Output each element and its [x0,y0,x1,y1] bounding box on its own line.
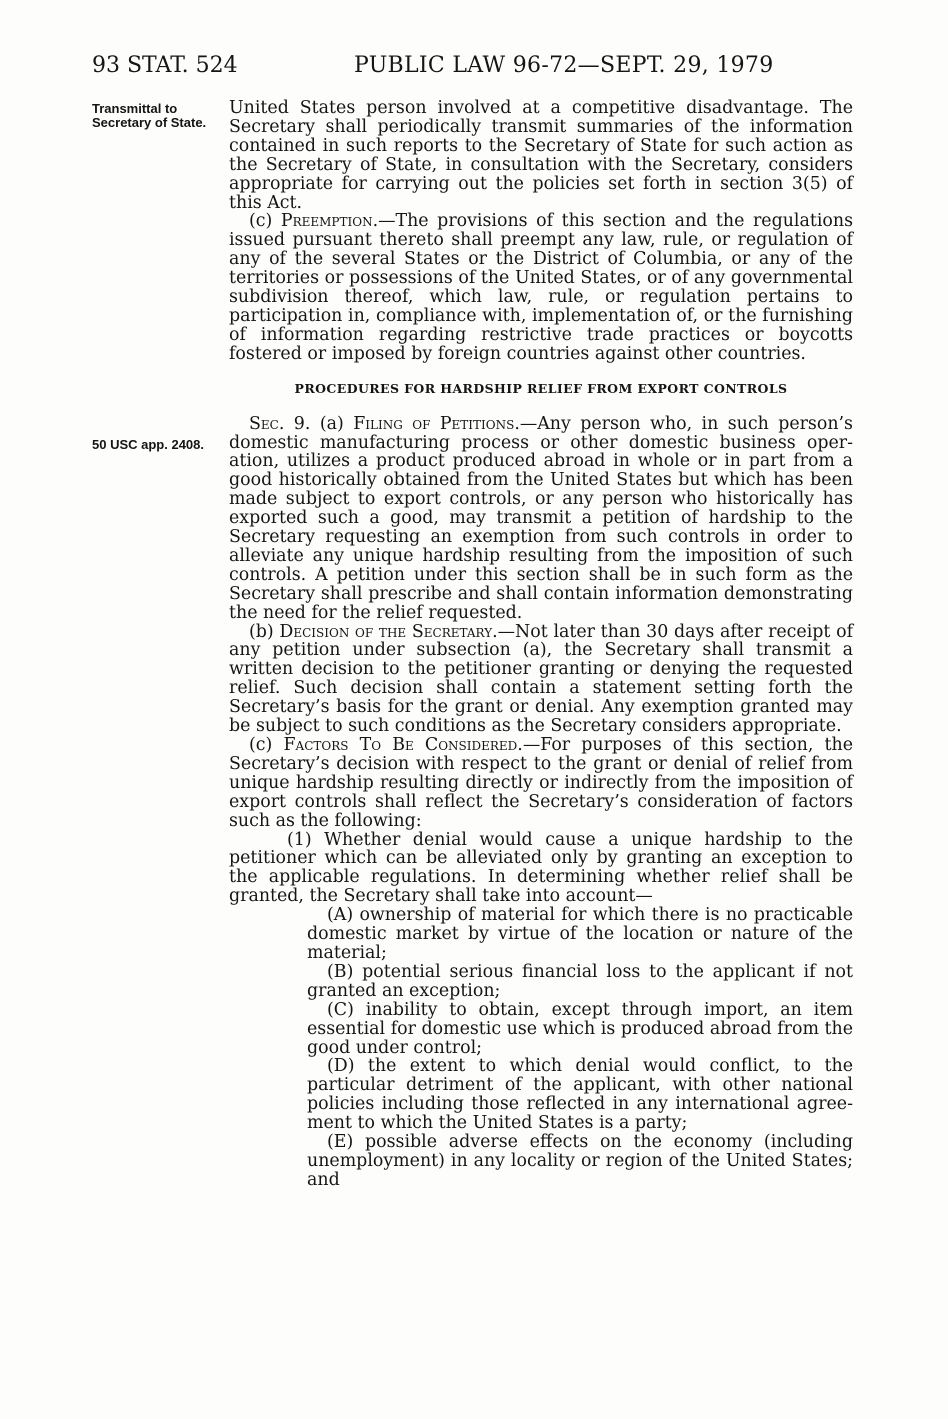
subsection-text: .—The provisions of this section and the regulations issued pursuant thereto shall preempt any law, rule, or regulation of any of the several States or the District of Columbia, or any of the territories or possessions of the United States, or of any governmental subdivision thereof, which law, rule, or regulation pertains to participation in, compliance with, implementation of, or the furnishing of information regarding restrictive trade practices or boycotts fostered or imposed by foreign countries against other countries. [229,211,853,364]
section-label: Sec [249,413,279,434]
subparagraph-a: (A) ownership of material for which there is no practicable domestic market by virtue of the location or nature of the material; [307,905,853,963]
subsection-heading: Decision of the Secretary [279,621,493,642]
subsection-factors [229,736,853,831]
subparagraph-c: (C) inability to obtain, except through import, an item essential for domestic use which is produced abroad from the good under control; [307,999,853,1058]
subsection-heading: Filing of Petitions [353,413,515,434]
subsection-text: .—For purposes of this section, the Secretary’s decision with respect to the grant or denial of relief from unique hardship resulting directly or indirectly from the imposition of export controls shall reflect the Secretary’s consideration of factors such as the following: [229,735,853,831]
section-9-filing-of-petitions [229,415,853,623]
subsection-decision [229,623,853,736]
subsection-text: .—Any person who, in such person’s domestic manufacturing process or other domestic business operation, utilizes a product produced abroad in whole or in part from a good historically obtained from the United States but which has been made subject to export controls, or any person who historically has exported such a good, may transmit a petition of hardship to the Secretary requesting an exemption from such controls in order to alleviate any unique hardship resulting from the imposition of such controls. A petition under this section shall be in such form as the Secretary shall prescribe and shall contain information demonstrating the need for the relief requested. [229,413,853,623]
subsection-text: .—Not later than 30 days after receipt of any petition under subsection (a), the Secretary shall transmit a written decision to the petitioner granting or denying the requested relief. Such decision shall contain a statement setting forth the Secretary’s basis for the grant or denial. Any exemption granted may be subject to such conditions as the Secretary considers appropriate. [229,621,854,737]
margin-note-transmittal: Transmittal to Secretary of State. [92,101,207,130]
stat-citation: 93 STAT. 524 [92,53,238,78]
subsection-label: (c) [249,211,281,232]
subparagraph-d: (D) the extent to which denial would conflict, to the particular detriment of the applicant, with other national policies including those reflected in any international agreement to which the United States is a party; [307,1056,853,1134]
statute-body [229,99,853,1190]
subsection-heading: Preemption [280,211,373,232]
subparagraph-e: (E) possible adverse effects on the economy (including unemployment) in any locality or region of the United States; and [307,1132,853,1190]
section-number: . 9. (a) [278,413,354,434]
subsection-label: (b) [249,621,280,642]
subsection-heading: Factors To Be Considered [283,735,518,755]
paragraph-1: (1) Whether denial would cause a unique hardship to the petitioner which can be alleviated only by granting an exception to the applicable regulations. In determining whether relief shall be granted, the Secretary shall take into account— [229,829,853,907]
subsection-preemption [229,212,853,363]
paragraph-continuation: United States person involved at a competitive disadvantage. The Secretary shall periodically transmit summaries of the information contained in such reports to the Secretary of State for such action as the Secretary of State, in consultation with the Secretary, considers appropriate for carrying out the policies set forth in section 3(5) of this Act. [229,98,853,213]
page-header [92,50,852,82]
margin-note-usc-citation: 50 USC app. 2408. [92,437,204,452]
subsection-label: (c) [249,735,284,755]
subparagraph-b: (B) potential serious financial loss to the applicant if not granted an exception; [307,961,853,1001]
law-title: PUBLIC LAW 96-72—SEPT. 29, 1979 [354,53,774,78]
section-heading: PROCEDURES FOR HARDSHIP RELIEF FROM EXPORT CONTROLS [294,380,788,396]
